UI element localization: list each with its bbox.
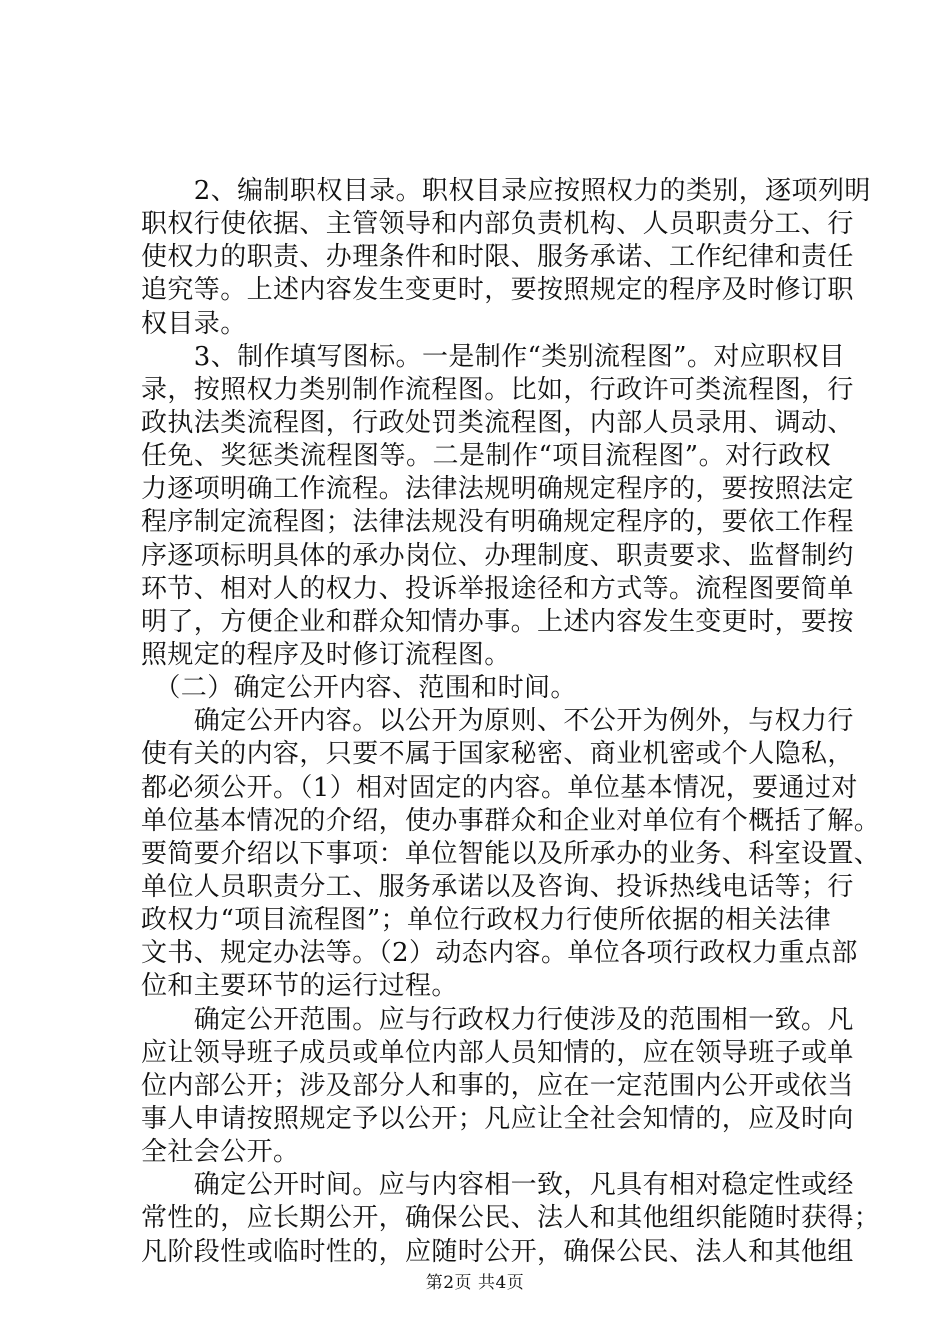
text-line: 全社会公开。	[141, 1137, 300, 1168]
text-line: 照规定的程序及时修订流程图。	[141, 639, 511, 670]
text-line: 凡阶段性或临时性的，应随时公开，确保公民、法人和其他组	[141, 1236, 854, 1267]
text-line: 确定公开范围。应与行政权力行使涉及的范围相一致。凡	[141, 1004, 854, 1035]
text-line: 录，按照权力类别制作流程图。比如，行政许可类流程图，行	[141, 374, 854, 405]
text-line: 确定公开时间。应与内容相一致，凡具有相对稳定性或经	[141, 1170, 854, 1201]
page-footer: 第2页 共4页	[425, 1273, 525, 1293]
text-line: 追究等。上述内容发生变更时，要按照规定的程序及时修订职	[141, 275, 854, 306]
text-line: 环节、相对人的权力、投诉举报途径和方式等。流程图要简单	[141, 573, 854, 604]
text-line: 文书、规定办法等。（2）动态内容。单位各项行政权力重点部	[141, 938, 858, 969]
text-line: 使权力的职责、办理条件和时限、服务承诺、工作纪律和责任	[141, 242, 854, 273]
text-line: 单位基本情况的介绍，使办事群众和企业对单位有个概括了解。	[141, 805, 881, 836]
text-line: 位和主要环节的运行过程。	[141, 971, 458, 1002]
text-line: 事人申请按照规定予以公开；凡应让全社会知情的，应及时向	[141, 1103, 854, 1134]
text-line: 使有关的内容，只要不属于国家秘密、商业机密或个人隐私，	[141, 739, 854, 770]
text-line: 都必须公开。（1）相对固定的内容。单位基本情况，要通过对	[141, 772, 858, 803]
text-line: 要简要介绍以下事项：单位智能以及所承办的业务、科室设置、	[141, 838, 881, 869]
text-line: 程序制定流程图；法律法规没有明确规定程序的，要依工作程	[141, 507, 854, 538]
text-line: 应让领导班子成员或单位内部人员知情的，应在领导班子或单	[141, 1037, 854, 1068]
text-line: 明了，方便企业和群众知情办事。上述内容发生变更时，要按	[141, 606, 854, 637]
text-line: 2、编制职权目录。职权目录应按照权力的类别，逐项列明	[141, 176, 871, 206]
text-line: 位内部公开；涉及部分人和事的，应在一定范围内公开或依当	[141, 1070, 854, 1101]
document-body	[141, 175, 881, 1269]
text-line: 任免、奖惩类流程图等。二是制作“项目流程图”。对行政权	[141, 441, 831, 472]
text-line: 确定公开内容。以公开为原则、不公开为例外，与权力行	[141, 706, 854, 737]
text-line: 政执法类流程图，行政处罚类流程图，内部人员录用、调动、	[141, 407, 854, 438]
text-line: （二）确定公开内容、范围和时间。	[141, 673, 577, 704]
text-line: 常性的，应长期公开，确保公民、法人和其他组织能随时获得；	[141, 1203, 881, 1234]
text-line: 单位人员职责分工、服务承诺以及咨询、投诉热线电话等；行	[141, 871, 854, 902]
text-line: 序逐项标明具体的承办岗位、办理制度、职责要求、监督制约	[141, 540, 854, 571]
text-line: 权目录。	[141, 308, 247, 339]
text-line: 职权行使依据、主管领导和内部负责机构、人员职责分工、行	[141, 209, 854, 240]
text-line: 3、制作填写图标。一是制作“类别流程图”。对应职权目	[141, 341, 846, 372]
text-line: 力逐项明确工作流程。法律法规明确规定程序的，要按照法定	[141, 474, 854, 505]
text-line: 政权力“项目流程图”；单位行政权力行使所依据的相关法律	[141, 905, 831, 936]
